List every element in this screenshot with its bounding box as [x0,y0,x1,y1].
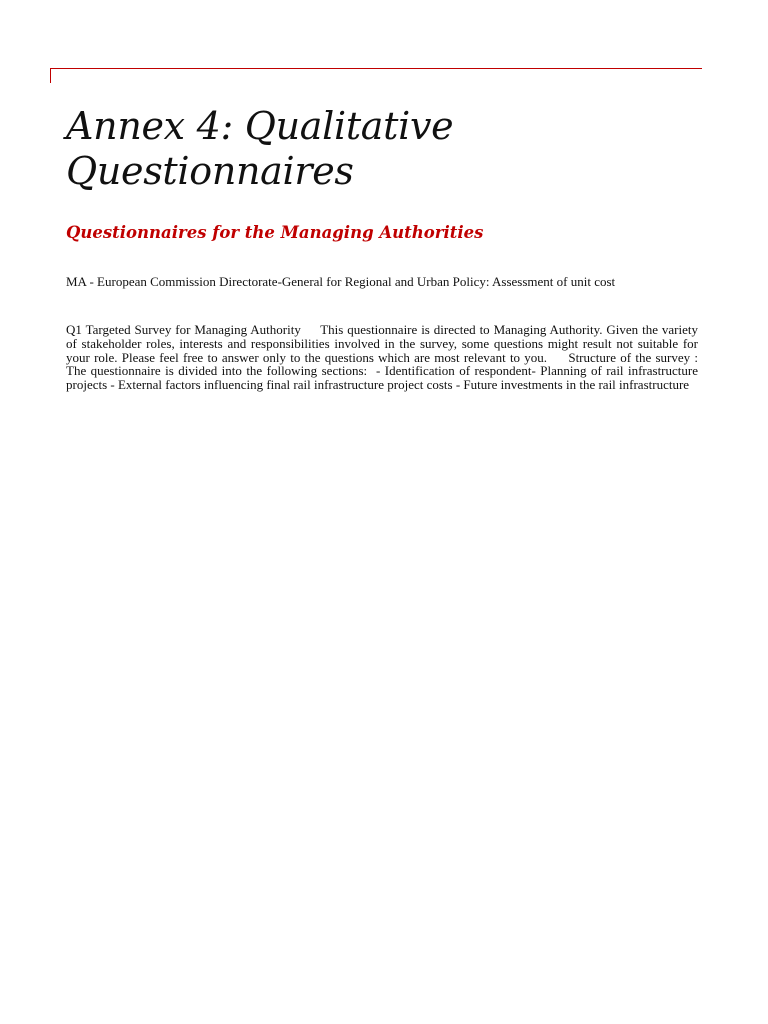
header-rule-horizontal [50,68,702,69]
questionnaire-body-text: Q1 Targeted Survey for Managing Authority This questionnaire is directed to Managing Authority. Given the variety of stakeholder roles, interests and responsibilities involved in the survey, some questions might result not suitable for your role. Please feel free to answer only to the questions which are most relevant to you. Structure of the survey : The questionnaire is divided into the following sections: - Identification of respondent- Planning of rail infrastructure projects - External factors influencing final rail infrastructure project costs - Future investments in the rail infrastructure [66,322,705,393]
page-title: Annex 4: Qualitative Questionnaires [66,104,454,193]
header-rule-vertical [50,68,51,83]
section-subtitle: Questionnaires for the Managing Authorities [66,223,484,242]
survey-description-line: MA - European Commission Directorate-General for Regional and Urban Policy: Assessment of unit cost [66,274,616,289]
